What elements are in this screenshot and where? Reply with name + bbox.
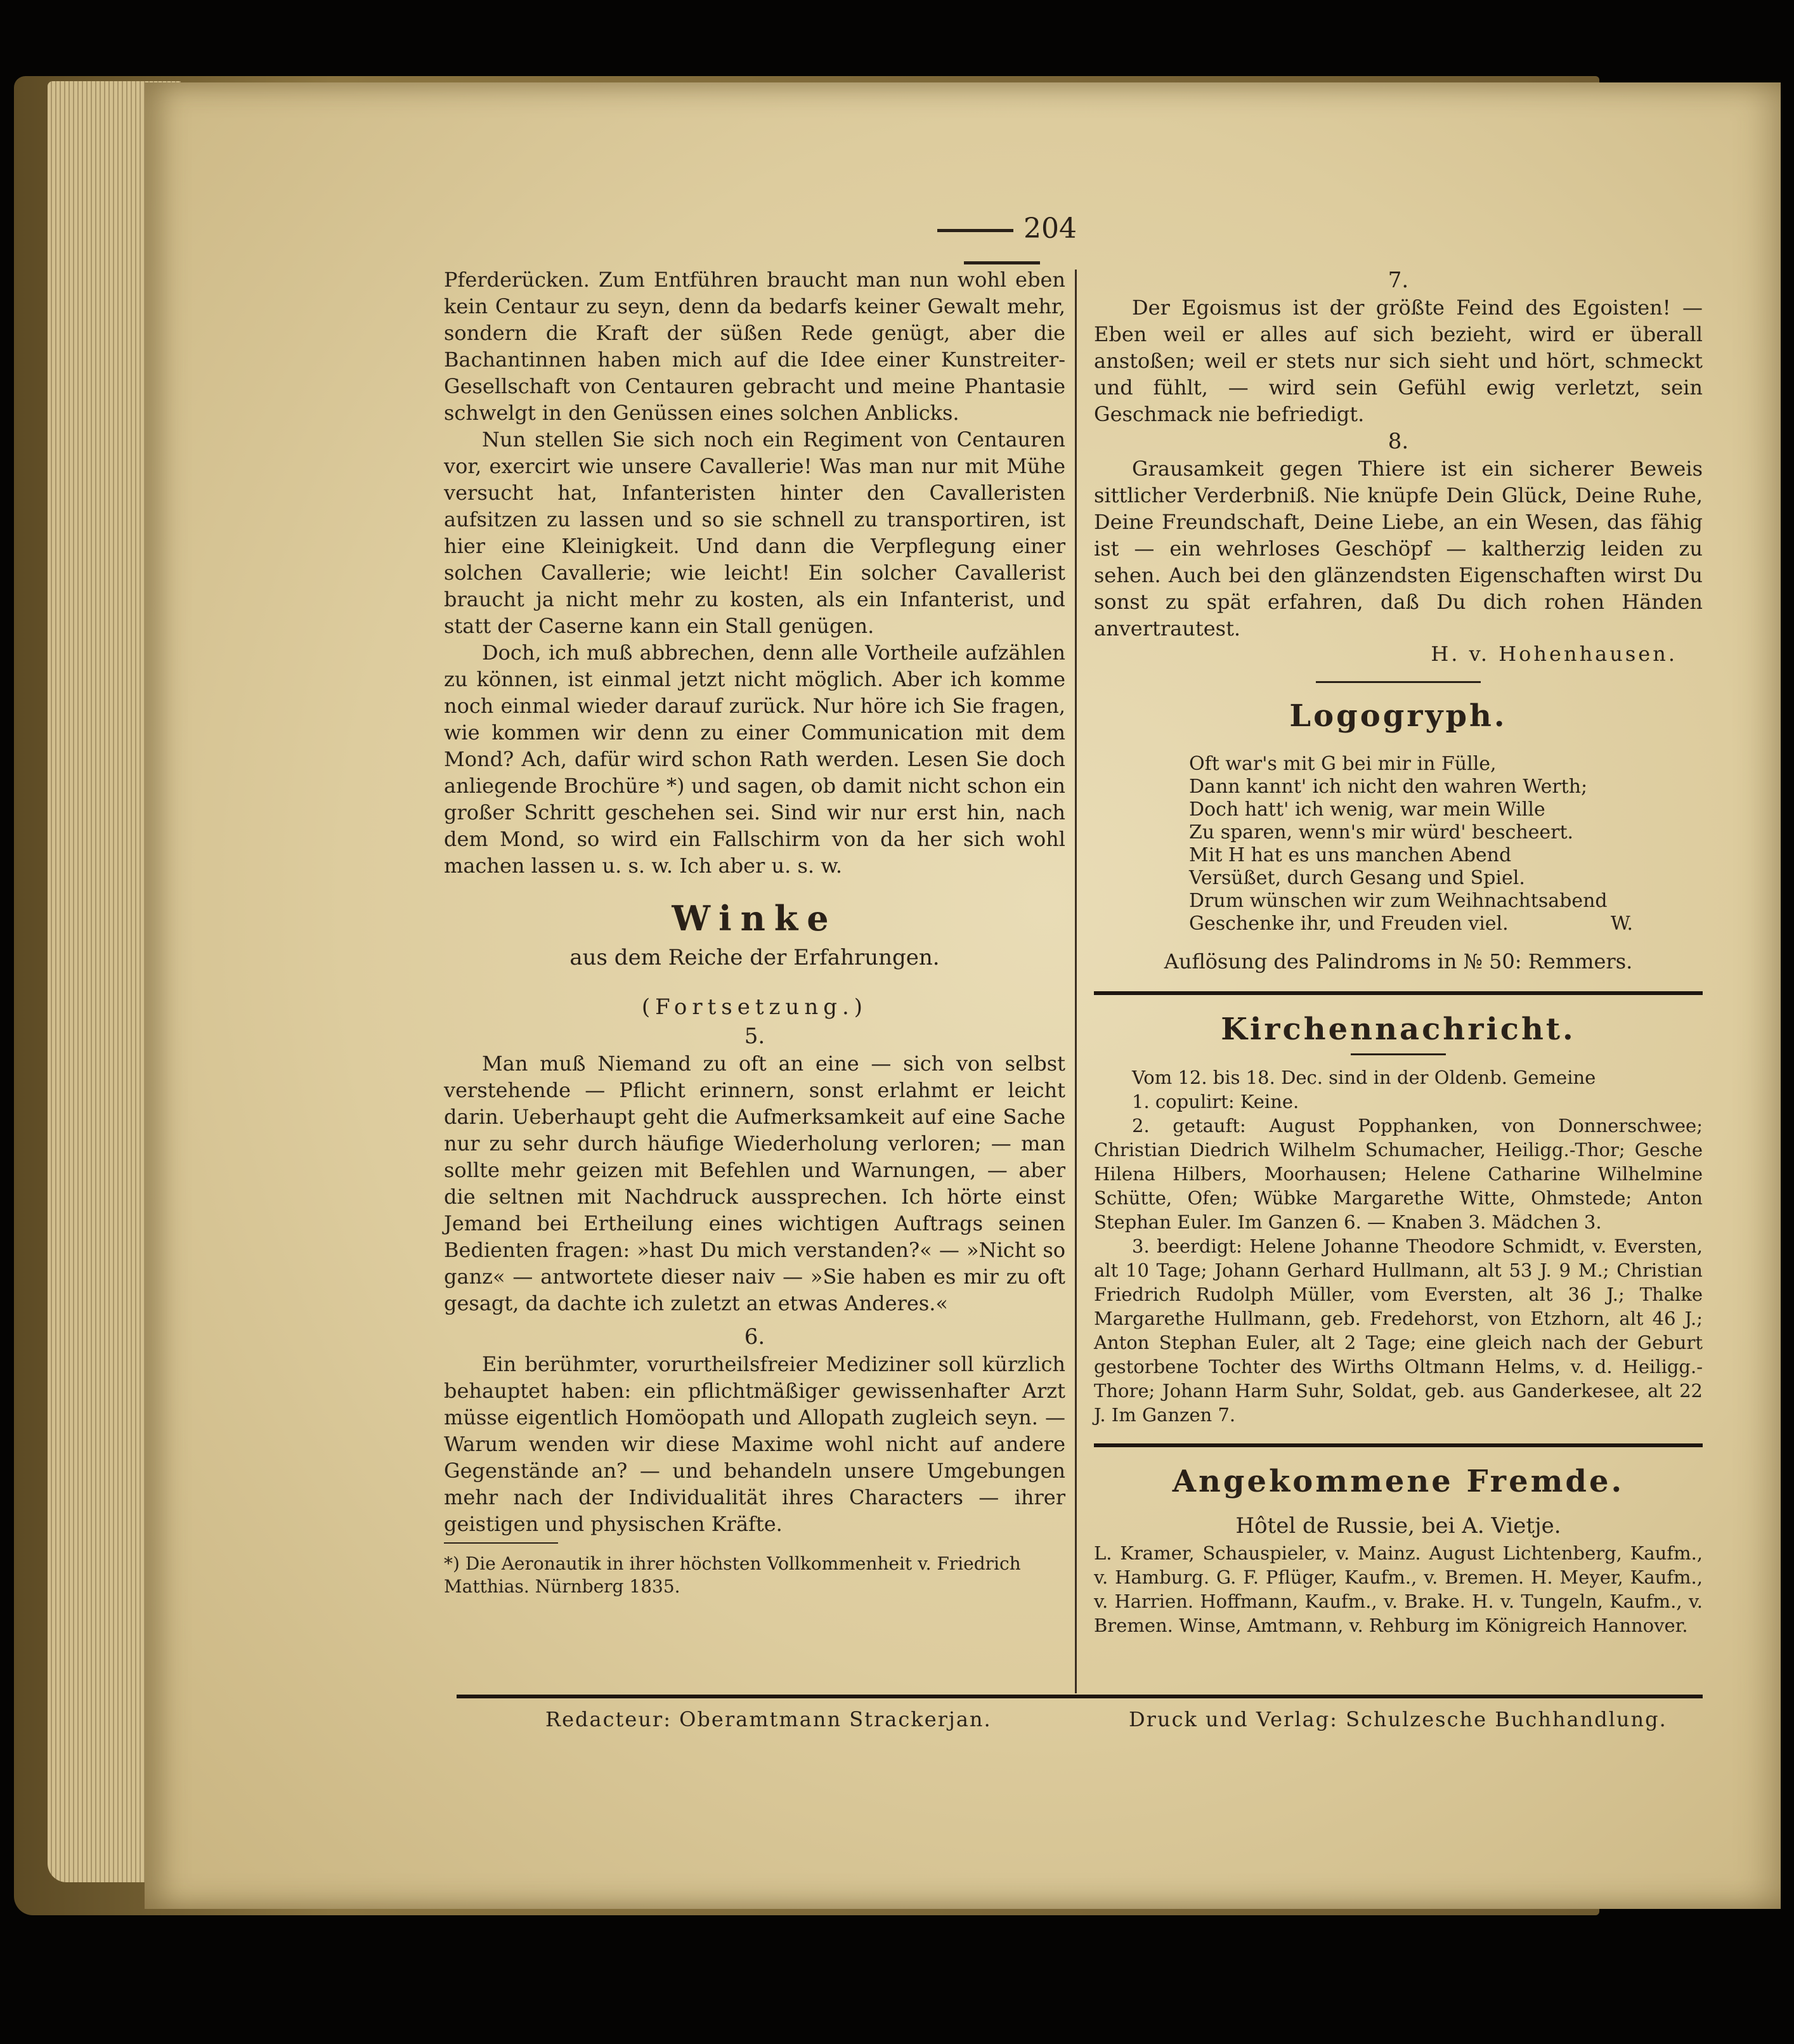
section-title-winke: Winke	[672, 898, 838, 939]
right-column	[1094, 266, 1703, 1637]
poem-line: Zu sparen, wenn's mir würd' bescheert.	[1189, 821, 1574, 843]
church-intro: Vom 12. bis 18. Dec. sind in der Oldenb. Gemeine	[1132, 1067, 1596, 1088]
paragraph: Pferderücken. Zum Entführen braucht man nun wohl eben kein Centaur zu seyn, denn da bedarfs keiner Gewalt mehr, sondern die Kraft der süßen Rede genügt, aber die Bachantinnen haben mich auf die Idee einer Kunstreiter-Gesellschaft von Centauren gebracht und meine Phantasie schwelgt in den Genüssen eines solchen Anblicks.	[444, 268, 1065, 425]
paragraph: Man muß Niemand zu oft an eine — sich von selbst verstehende — Pflicht erinnern, sonst erlahmt er leicht darin. Ueberhaupt geht die Aufmerksamkeit auf eine Sache nur zu sehr durch häufige Wiederholung verloren; — man sollte mehr geizen mit Befehlen und Warnungen, — aber die seltnen mit Nachdruck aussprechen. Ich hörte einst Jemand bei Ertheilung eines wichtigen Auftrags seinen Bedienten fragen: »hast Du mich verstanden?« — »Nicht so ganz« — antwortete dieser naiv — »Sie haben es mir zu oft gesagt, da dachte ich zuletzt an etwas Anderes.«	[444, 1051, 1065, 1315]
palindrome-solution: Auflösung des Palindroms in № 50: Remmers.	[1164, 949, 1633, 973]
section-rule	[1094, 991, 1703, 995]
divider	[1316, 681, 1481, 683]
footnote: *) Die Aeronautik in ihrer höchsten Vollkommenheit v. Friedrich Matthias. Nürnberg 1835.	[444, 1553, 1021, 1597]
imprint-rule	[457, 1695, 1703, 1698]
signature: H. v. Hohenhausen.	[1431, 642, 1677, 666]
paragraph: Grausamkeit gegen Thiere ist ein sicherer Beweis sittlicher Verderbniß. Nie knüpfe Dein Glück, Deine Ruhe, Deine Freundschaft, Deine Liebe, an ein Wesen, das fähig ist — ein wehrloses Geschöpf — kaltherzig leiden zu sehen. Auch bei den glänzendsten Eigenschaften wirst Du sonst zu spät erfahren, daß Du dich rohen Händen anvertrautest.	[1094, 457, 1703, 641]
paragraph: Nun stellen Sie sich noch ein Regiment von Centauren vor, exercirt wie unsere Cavallerie! Was man nur mit Mühe versucht hat, Infanteristen hinter den Cavalleristen aufsitzen zu lassen und so sie schnell zu transportiren, ist hier eine Kleinigkeit. Und dann die Verpflegung einer solchen Cavallerie; wie leicht! Ein solcher Cavallerist braucht ja nicht mehr zu kosten, als ein Infanterist, und statt der Caserne kann ein Stall genügen.	[444, 427, 1065, 638]
footnote-rule	[444, 1542, 558, 1544]
column-divider	[1075, 270, 1077, 1693]
section-title-arrivals: Angekommene Fremde.	[1172, 1464, 1625, 1499]
arrivals-list: L. Kramer, Schauspieler, v. Mainz. August Lichtenberg, Kaufm., v. Hamburg. G. F. Pflüger, Kaufm., v. Bremen. H. Meyer, Kaufm., v. Harrien. Hoffmann, Kaufm., v. Brake. H. v. Tungeln, Kaufm., v. Bremen. Winse, Amtmann, v. Rehburg im Königreich Hannover.	[1094, 1542, 1703, 1636]
item-number: 6.	[744, 1324, 765, 1350]
divider	[1351, 1053, 1446, 1055]
poem-line: Versüßet, durch Gesang und Spiel.	[1189, 867, 1525, 889]
hotel-name: Hôtel de Russie, bei A. Vietje.	[1235, 1513, 1561, 1539]
paragraph: Ein berühmter, vorurtheilsfreier Mediziner soll kürzlich behauptet haben: ein pflichtmäßiger gewissenhafter Arzt müsse eigentlich Homöopath und Allopath zugleich seyn. — Warum wenden wir diese Maxime wohl nicht auf andere Gegenstände an? — und behandeln unsere Umgebungen mehr nach der Individualität ihres Characters — ihrer geistigen und physischen Kräfte.	[444, 1352, 1065, 1536]
item-number: 7.	[1388, 268, 1409, 293]
church-buried: 3. beerdigt: Helene Johanne Theodore Schmidt, v. Eversten, alt 10 Tage; Johann Gerhard Hullmann, alt 53 J. 9 M.; Christian Friedrich Rudolph Müller, vom Eversten, alt 36 J.; Thalke Margarethe Hullmann, geb. Fredehorst, von Etzhorn, alt 46 J.; Anton Stephan Euler, alt 2 Tage; eine gleich nach der Geburt gestorbene Tochter des Wirths Oltmann Helms, v. d. Heiligg.-Thore; Johann Harm Suhr, Soldat, geb. aus Ganderkesee, alt 22 J. Im Ganzen 7.	[1094, 1235, 1703, 1426]
poem-line: Drum wünschen wir zum Weihnachtsabend	[1189, 890, 1608, 912]
poem-line: Dann kannt' ich nicht den wahren Werth;	[1189, 776, 1588, 798]
item-number: 8.	[1388, 429, 1409, 454]
publisher-line: Druck und Verlag: Schulzesche Buchhandlung.	[1129, 1707, 1667, 1731]
item-number: 5.	[744, 1024, 765, 1049]
poem-line: Geschenke ihr, und Freuden viel. W.	[1189, 913, 1633, 935]
poem-line: Oft war's mit G bei mir in Fülle,	[1189, 753, 1497, 775]
continuation-note: (Fortsetzung.)	[641, 994, 868, 1020]
section-subtitle: aus dem Reiche der Erfahrungen.	[569, 945, 940, 970]
church-married: 1. copulirt: Keine.	[1132, 1091, 1299, 1112]
left-column	[444, 266, 1065, 1616]
poem-line: Doch hatt' ich wenig, war mein Wille	[1189, 798, 1545, 821]
page-number: 204	[907, 212, 1097, 277]
paragraph: Der Egoismus ist der größte Feind des Egoisten! — Eben weil er alles auf sich bezieht, wird er überall anstoßen; weil er stets nur sich sieht und hört, schmeckt und fühlt, — wird sein Gefühl ewig verletzt, sein Geschmack nie befriedigt.	[1094, 296, 1703, 426]
poem-line: Mit H hat es uns manchen Abend	[1189, 844, 1512, 866]
section-rule	[1094, 1443, 1703, 1447]
poem-signature: W.	[1610, 913, 1633, 935]
section-title-logogryph: Logogryph.	[1289, 698, 1507, 734]
editor-line: Redacteur: Oberamtmann Strackerjan.	[545, 1707, 992, 1731]
paragraph: Doch, ich muß abbrechen, denn alle Vortheile aufzählen zu können, ist einmal jetzt nicht möglich. Aber ich komme noch einmal wieder darauf zurück. Nur höre ich Sie fragen, wie kommen wir denn zu einer Communication mit dem Mond? Ach, dafür wird schon Rath werden. Lesen Sie doch anliegende Brochüre *) und sagen, ob damit nicht schon ein großer Schritt geschehen sei. Sind wir nur erst hin, nach dem Mond, so wird ein Fallschirm von da her sich wohl machen lassen u. s. w. Ich aber u. s. w.	[444, 641, 1065, 878]
church-baptized: 2. getauft: August Popphanken, von Donnerschwee; Christian Diedrich Wilhelm Schumacher, Heiligg.-Thor; Gesche Hilena Hilbers, Moorhausen; Helene Catharine Wilhelmine Schütte, Ofen; Wübke Margarethe Witte, Ohmstede; Anton Stephan Euler. Im Ganzen 6. — Knaben 3. Mädchen 3.	[1094, 1115, 1703, 1233]
section-title-church: Kirchennachricht.	[1221, 1012, 1576, 1047]
poem	[1189, 753, 1633, 935]
